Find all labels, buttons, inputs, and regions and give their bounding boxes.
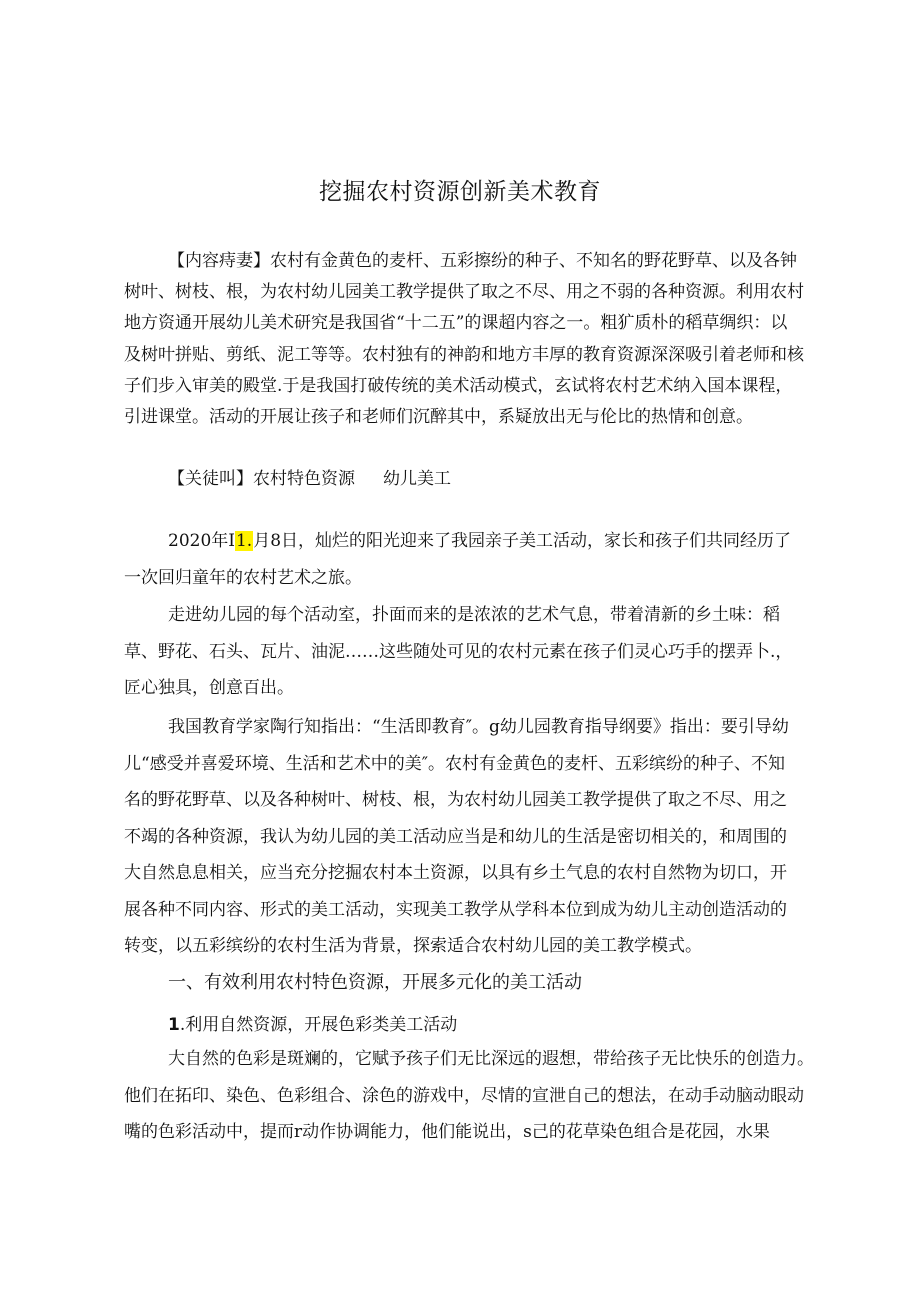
abstract-text: 农村有金黄色的麦杆、五彩擦纷的种子、不知名的野花野草、以及各钟树叶、树枝、根，为农村幼儿园美工教学提供了取之不尽、用之不弱的各种资源。利用农村地方资通开展幼儿美术研究是我国省“十二五”的课超内容之一。粗犷质朴的稻草绸织：以及树叶拼贴、剪纸、泥工等等。农村独有的神韵和地方丰厚的教育资源深深吸引着老师和核子们步入审美的殿堂.于是我国打破传统的美术活动模式，玄试将农村艺术纳入国本课程，引进课堂。活动的开展让孩子和老师们沉醉其中，系疑放出无与伦比的热情和创意。: [124, 251, 804, 428]
body-paragraph-3: 我国教育学家陶行知指出：“生活即教育″。g幼儿园教育指导纲要》指出：要引导幼儿“感受并喜爱环境、生活和艺术中的美″。农村有金黄色的麦杆、五彩缤纷的种子、不知名的野花野草、以及各种树叶、树枝、根，为农村幼儿园美工教学提供了取之不尽、用之不竭的各种资源，我认为幼儿园的美工活动应当是和幼儿的生活是密切相关的，和周围的大自然息息相关，应当充分挖掘农村本土资源，以具有乡土气息的农村自然物为切口，开展各种不同内容、形式的美工活动，实现美工教学从学科本位到成为幼儿主动创造活动的转变，以五彩缤纷的农村生活为背景，探索适合农村幼儿园的美工教学模式。: [124, 717, 789, 956]
document-title: 挖掘农村资源创新美术教育: [319, 179, 601, 205]
sub-heading-number: 1: [168, 1015, 180, 1035]
body-paragraph-1: [124, 523, 796, 596]
body-paragraph-2: 走进幼儿园的每个活动室，扑面而来的是浓浓的艺术气息，带着清新的乡土味：稻草、野花、石头、瓦片、油泥……这些随处可见的农村元素在孩子们灵心巧手的摆弄卜.，匠心独具，创意百出。: [124, 605, 793, 698]
keywords-line: [168, 464, 788, 495]
section-heading: 一、有效利用农村特色资源，开展多元化的美工活动: [168, 972, 582, 993]
p1-after: 月8日，灿烂的阳光迎来了我园亲子美工活动，家长和孩子们共同经历了一次回归童年的农村艺术之旅。: [124, 531, 792, 588]
sub-heading-text: .利用自然资源，开展色彩类美工活动: [179, 1015, 458, 1035]
p1-before: 2020年I: [168, 531, 235, 551]
body-paragraph-4: 大自然的色彩是斑斓的，它赋予孩子们无比深远的遐想，带给孩子无比快乐的创造力。他们在拓印、染色、色彩组合、涂色的游戏中，尽情的宣泄自己的想法，在动手动脑动眼动嘴的色彩活动中，提而r动作协调能力，他们能说出，s己的花草染色组合是花园，水果: [124, 1049, 814, 1142]
sub-heading: [168, 1010, 457, 1035]
keyword-item: 农村特色资源: [253, 469, 355, 489]
keyword-item: 幼儿美工: [383, 469, 451, 489]
highlighted-text: 1.: [235, 531, 253, 551]
abstract-paragraph: [124, 246, 804, 433]
abstract-label: 【内容痔妻】: [168, 251, 270, 271]
keywords-label: 【关徒叫】: [168, 469, 253, 489]
